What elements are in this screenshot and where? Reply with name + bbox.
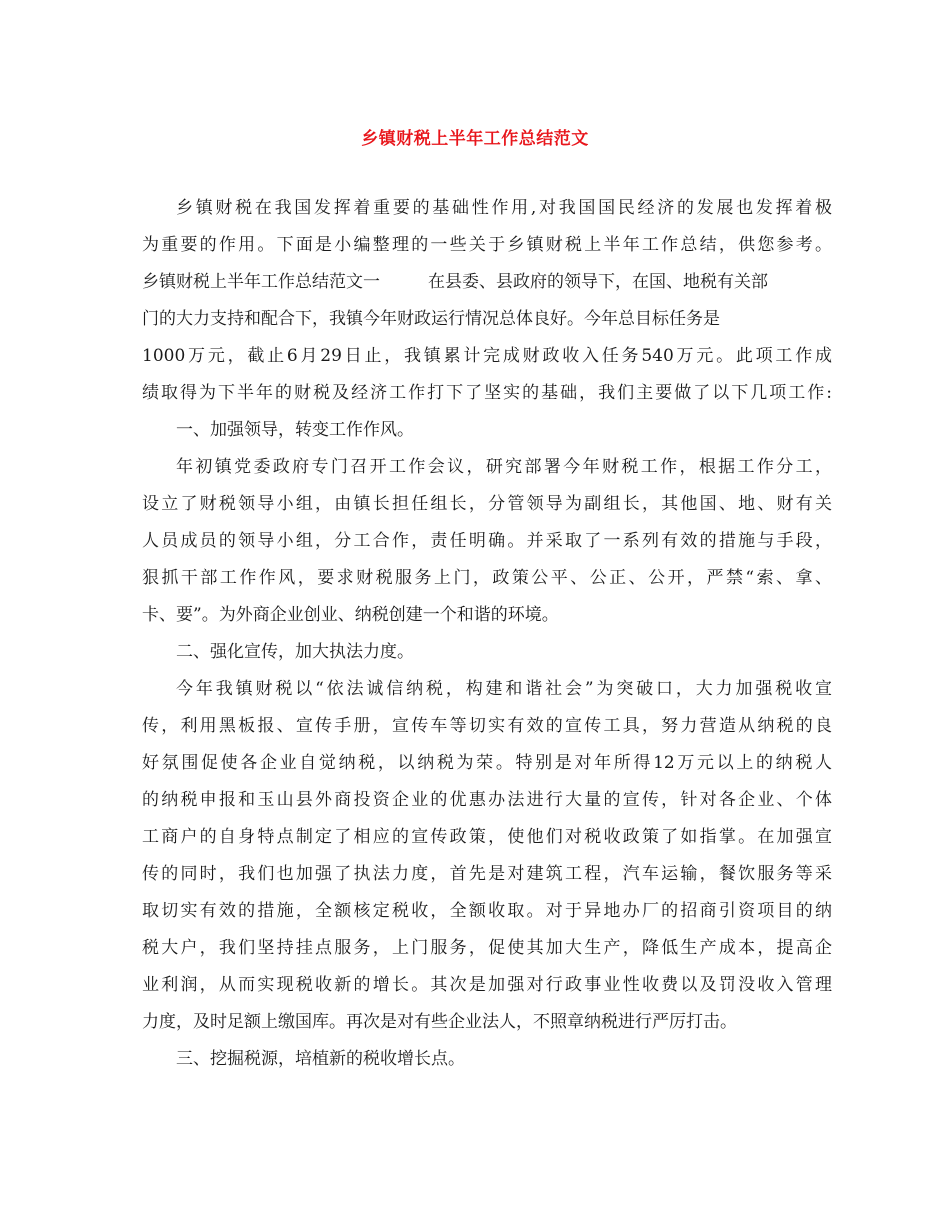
paragraph-line: 人员成员的领导小组，分工合作，责任明确。并采取了一系列有效的措施与手段， xyxy=(142,531,832,551)
paragraph-line: 取切实有效的措施，全额核定税收，全额收取。对于异地办厂的招商引资项目的纳 xyxy=(142,901,832,921)
paragraph-line: 卡、要”。为外商企业创业、纳税创建一个和谐的环境。 xyxy=(142,605,559,625)
document-body xyxy=(142,190,832,1078)
paragraph-line: 力度，及时足额上缴国库。再次是对有些企业法人，不照章纳税进行严厉打击。 xyxy=(142,1012,737,1032)
paragraph-line: 绩取得为下半年的财税及经济工作打下了坚实的基础，我们主要做了以下几项工作: xyxy=(142,383,832,403)
paragraph-line: 狠抓干部工作作风，要求财税服务上门，政策公平、公正、公开，严禁“索、拿、 xyxy=(142,568,832,588)
paragraph-line-composite xyxy=(142,264,832,301)
section-subtitle: 乡镇财税上半年工作总结范文一 xyxy=(142,272,380,292)
paragraph-line: 好氛围促使各企业自觉纳税，以纳税为荣。特别是对年所得12万元以上的纳税人 xyxy=(142,753,832,773)
paragraph-line: 年初镇党委政府专门召开工作会议，研究部署今年财税工作，根据工作分工， xyxy=(176,457,832,477)
paragraph-line: 为重要的作用。下面是小编整理的一些关于乡镇财税上半年工作总结，供您参考。 xyxy=(142,235,832,255)
paragraph-line: 工商户的自身特点制定了相应的宣传政策，使他们对税收政策了如指掌。在加强宣 xyxy=(142,827,832,847)
paragraph-line-text: 在县委、县政府的领导下，在国、地税有关部 xyxy=(428,272,768,292)
paragraph-line: 今年我镇财税以“依法诚信纳税，构建和谐社会”为突破口，大力加强税收宣 xyxy=(176,679,832,699)
paragraph-line: 乡镇财税在我国发挥着重要的基础性作用,对我国国民经济的发展也发挥着极 xyxy=(176,198,832,218)
paragraph-line: 业利润，从而实现税收新的增长。其次是加强对行政事业性收费以及罚没收入管理 xyxy=(142,975,832,995)
paragraph-line: 门的大力支持和配合下，我镇今年财政运行情况总体良好。今年总目标任务是 xyxy=(142,309,720,329)
paragraph-line: 传的同时，我们也加强了执法力度，首先是对建筑工程，汽车运输，餐饮服务等采 xyxy=(142,864,832,884)
section-heading: 二、强化宣传，加大执法力度。 xyxy=(176,642,414,662)
paragraph-line: 传，利用黑板报、宣传手册，宣传车等切实有效的宣传工具，努力营造从纳税的良 xyxy=(142,716,832,736)
paragraph-line: 税大户，我们坚持挂点服务，上门服务，促使其加大生产，降低生产成本，提高企 xyxy=(142,938,832,958)
paragraph-line: 的纳税申报和玉山县外商投资企业的优惠办法进行大量的宣传，针对各企业、个体 xyxy=(142,790,832,810)
section-heading: 一、加强领导，转变工作作风。 xyxy=(176,420,414,440)
section-heading: 三、挖掘税源，培植新的税收增长点。 xyxy=(176,1049,465,1069)
document-title: 乡镇财税上半年工作总结范文 xyxy=(361,129,589,149)
paragraph-line: 1000万元，截止6月29日止，我镇累计完成财政收入任务540万元。此项工作成 xyxy=(142,346,832,366)
paragraph-line: 设立了财税领导小组，由镇长担任组长，分管领导为副组长，其他国、地、财有关 xyxy=(142,494,832,514)
